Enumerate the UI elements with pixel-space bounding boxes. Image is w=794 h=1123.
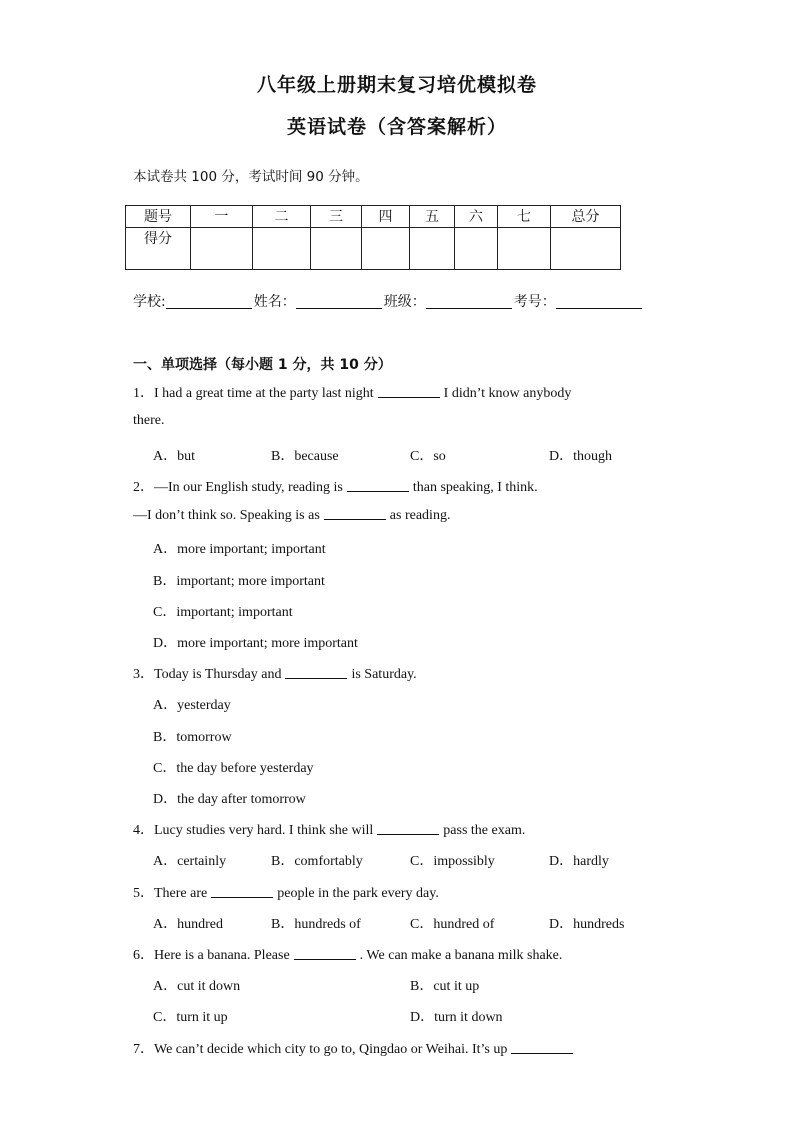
- question-text: 2．—In our English study, reading is: [133, 480, 343, 495]
- question-text: people in the park every day.: [277, 886, 439, 901]
- question-text: is Saturday.: [351, 667, 417, 682]
- score-header-cell: 一: [191, 206, 253, 228]
- question-2-line-2: [133, 507, 450, 524]
- answer-blank[interactable]: [285, 666, 347, 679]
- question-5: [133, 882, 439, 902]
- question-text: 1．I had a great time at the party last night: [133, 386, 374, 401]
- q3-option-d[interactable]: D．the day after tomorrow: [153, 792, 306, 807]
- section-heading: 一、单项选择（每小题 1 分，共 10 分）: [133, 357, 392, 373]
- score-input-cell[interactable]: [311, 228, 362, 270]
- answer-blank[interactable]: [377, 822, 439, 835]
- score-input-cell[interactable]: [455, 228, 498, 270]
- question-3: [133, 663, 417, 683]
- question-4: [133, 819, 525, 839]
- q6-option-d[interactable]: D．turn it down: [410, 1010, 503, 1025]
- exam-title: 八年级上册期末复习培优模拟卷: [256, 74, 537, 96]
- question-text: —I don’t think so. Speaking is as: [133, 508, 320, 523]
- score-input-cell[interactable]: [362, 228, 410, 270]
- question-6: [133, 944, 562, 964]
- answer-blank[interactable]: [211, 885, 273, 898]
- score-input-cell[interactable]: [551, 228, 621, 270]
- q4-option-c[interactable]: C．impossibly: [410, 854, 495, 869]
- q1-option-c[interactable]: C．so: [410, 449, 446, 464]
- score-header-cell: 总分: [551, 206, 621, 228]
- q1-option-b[interactable]: B．because: [271, 449, 339, 464]
- student-info-line: [133, 291, 644, 311]
- q5-option-d[interactable]: D．hundreds: [549, 917, 625, 932]
- q5-option-a[interactable]: A．hundred: [153, 917, 223, 932]
- exam-intro: 本试卷共 100 分，考试时间 90 分钟。: [133, 169, 369, 185]
- q5-option-c[interactable]: C．hundred of: [410, 917, 495, 932]
- class-label: 班级：: [383, 294, 426, 310]
- question-7: [133, 1038, 577, 1058]
- question-1-continued: there.: [133, 413, 165, 428]
- q3-option-c[interactable]: C．the day before yesterday: [153, 761, 314, 776]
- score-table-score-row: [126, 228, 621, 270]
- score-input-cell[interactable]: [191, 228, 253, 270]
- question-text: 4．Lucy studies very hard. I think she will: [133, 823, 374, 838]
- q3-option-b[interactable]: B．tomorrow: [153, 730, 232, 745]
- exam-subtitle: 英语试卷（含答案解析）: [286, 116, 507, 138]
- score-header-cell: 三: [311, 206, 362, 228]
- class-blank[interactable]: [426, 292, 512, 309]
- answer-blank[interactable]: [511, 1041, 573, 1054]
- question-text: pass the exam.: [443, 823, 526, 838]
- score-header-cell: 五: [410, 206, 455, 228]
- q2-option-c[interactable]: C．important; important: [153, 605, 293, 620]
- q6-option-a[interactable]: A．cut it down: [153, 979, 241, 994]
- question-text: 6．Here is a banana. Please: [133, 948, 290, 963]
- question-text: as reading.: [389, 508, 451, 523]
- q6-option-c[interactable]: C．turn it up: [153, 1010, 228, 1025]
- name-label: 姓名：: [253, 294, 296, 310]
- answer-blank[interactable]: [294, 947, 356, 960]
- score-input-cell[interactable]: [498, 228, 551, 270]
- question-text: 3．Today is Thursday and: [133, 667, 282, 682]
- q2-option-d[interactable]: D．more important; more important: [153, 636, 358, 651]
- school-label: 学校:: [133, 294, 166, 310]
- q1-option-a[interactable]: A．but: [153, 449, 195, 464]
- question-text: than speaking, I think.: [412, 480, 538, 495]
- q4-option-b[interactable]: B．comfortably: [271, 854, 363, 869]
- score-input-cell[interactable]: [253, 228, 311, 270]
- q6-option-b[interactable]: B．cut it up: [410, 979, 480, 994]
- score-input-cell[interactable]: [410, 228, 455, 270]
- question-1: [133, 382, 571, 402]
- school-blank[interactable]: [166, 292, 252, 309]
- answer-blank[interactable]: [347, 479, 409, 492]
- question-text: . We can make a banana milk shake.: [359, 948, 563, 963]
- score-table: [125, 205, 621, 270]
- q2-option-b[interactable]: B．important; more important: [153, 574, 325, 589]
- score-header-cell: 题号: [126, 206, 191, 228]
- q4-option-d[interactable]: D．hardly: [549, 854, 609, 869]
- score-table-header-row: [126, 206, 621, 228]
- exam-no-label: 考号：: [513, 294, 556, 310]
- q4-option-a[interactable]: A．certainly: [153, 854, 227, 869]
- q5-option-b[interactable]: B．hundreds of: [271, 917, 361, 932]
- score-header-cell: 七: [498, 206, 551, 228]
- score-header-cell: 二: [253, 206, 311, 228]
- exam-no-blank[interactable]: [556, 292, 642, 309]
- score-header-cell: 四: [362, 206, 410, 228]
- score-row-label: 得分: [126, 228, 191, 270]
- score-header-cell: 六: [455, 206, 498, 228]
- question-text: 7．We can’t decide which city to go to, Qingdao or Weihai. It’s up: [133, 1042, 508, 1057]
- answer-blank[interactable]: [324, 507, 386, 520]
- question-text: I didn’t know anybody: [443, 386, 572, 401]
- q1-option-d[interactable]: D．though: [549, 449, 612, 464]
- q3-option-a[interactable]: A．yesterday: [153, 698, 231, 713]
- name-blank[interactable]: [296, 292, 382, 309]
- question-2: [133, 476, 538, 496]
- answer-blank[interactable]: [378, 385, 440, 398]
- q2-option-a[interactable]: A．more important; important: [153, 542, 326, 557]
- question-text: 5．There are: [133, 886, 208, 901]
